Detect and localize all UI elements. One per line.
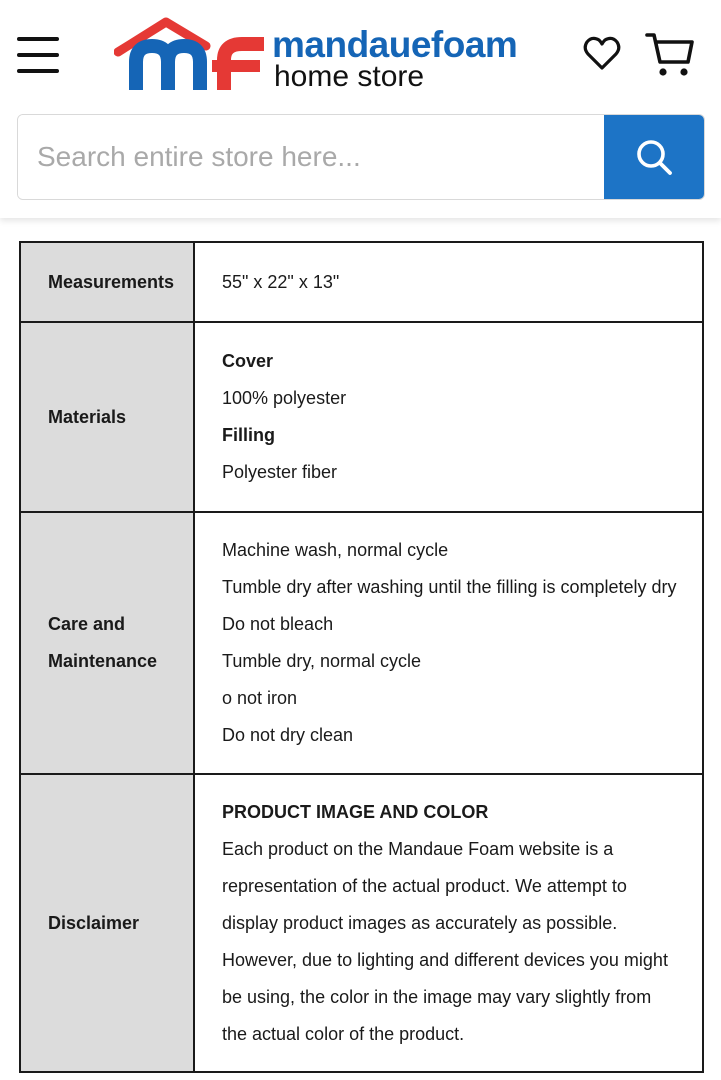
site-header xyxy=(0,0,721,218)
table-row-disclaimer xyxy=(20,774,703,1072)
cover-value: 100% polyester xyxy=(222,388,347,408)
care-item: Machine wash, normal cycle xyxy=(222,540,449,560)
product-specs-table xyxy=(19,241,704,1073)
disclaimer-line: be using, the color in the image may vary slightly from xyxy=(222,986,652,1007)
disclaimer-line: the actual color of the product. xyxy=(222,1023,465,1044)
cart-button[interactable] xyxy=(644,30,696,80)
disclaimer-line: Each product on the Mandaue Foam website is a xyxy=(222,838,614,859)
measurements-value: 55" x 22" x 13" xyxy=(194,242,703,322)
filling-title: Filling xyxy=(222,425,275,445)
heart-icon xyxy=(582,34,622,74)
store-logo[interactable] xyxy=(114,16,554,98)
care-item: Tumble dry, normal cycle xyxy=(222,651,422,671)
cover-title: Cover xyxy=(222,351,274,371)
logo-wordmark: mandauefoam xyxy=(272,24,518,65)
care-item: Tumble dry after washing until the filling is completely dry xyxy=(222,577,677,597)
table-row-care xyxy=(20,512,703,774)
table-row-measurements xyxy=(20,242,703,322)
filling-value: Polyester fiber xyxy=(222,462,338,482)
care-label-line1: Care and xyxy=(48,614,126,634)
disclaimer-line: However, due to lighting and different devices you might xyxy=(222,949,668,970)
disclaimer-label: Disclaimer xyxy=(20,774,194,1072)
care-label-line2: Maintenance xyxy=(48,651,158,671)
care-item: o not iron xyxy=(222,688,298,708)
logo-tagline: home store xyxy=(274,60,425,93)
wishlist-button[interactable] xyxy=(582,34,622,74)
search-bar xyxy=(17,114,705,200)
disclaimer-line: display product images as accurately as possible. xyxy=(222,912,618,933)
search-icon xyxy=(634,137,674,177)
cart-icon xyxy=(644,30,696,80)
disclaimer-line: representation of the actual product. We attempt to xyxy=(222,875,627,896)
search-button[interactable] xyxy=(604,115,704,199)
care-value xyxy=(194,512,703,774)
care-item: Do not bleach xyxy=(222,614,334,634)
table-row-materials xyxy=(20,322,703,512)
disclaimer-title: PRODUCT IMAGE AND COLOR xyxy=(222,801,489,822)
search-input[interactable] xyxy=(18,115,604,199)
logo-mark-icon xyxy=(114,16,270,98)
measurements-label: Measurements xyxy=(20,242,194,322)
care-item: Do not dry clean xyxy=(222,725,354,745)
materials-value xyxy=(194,322,703,512)
care-label xyxy=(20,512,194,774)
materials-label: Materials xyxy=(20,322,194,512)
hamburger-icon[interactable] xyxy=(17,37,61,73)
disclaimer-value xyxy=(194,774,703,1072)
